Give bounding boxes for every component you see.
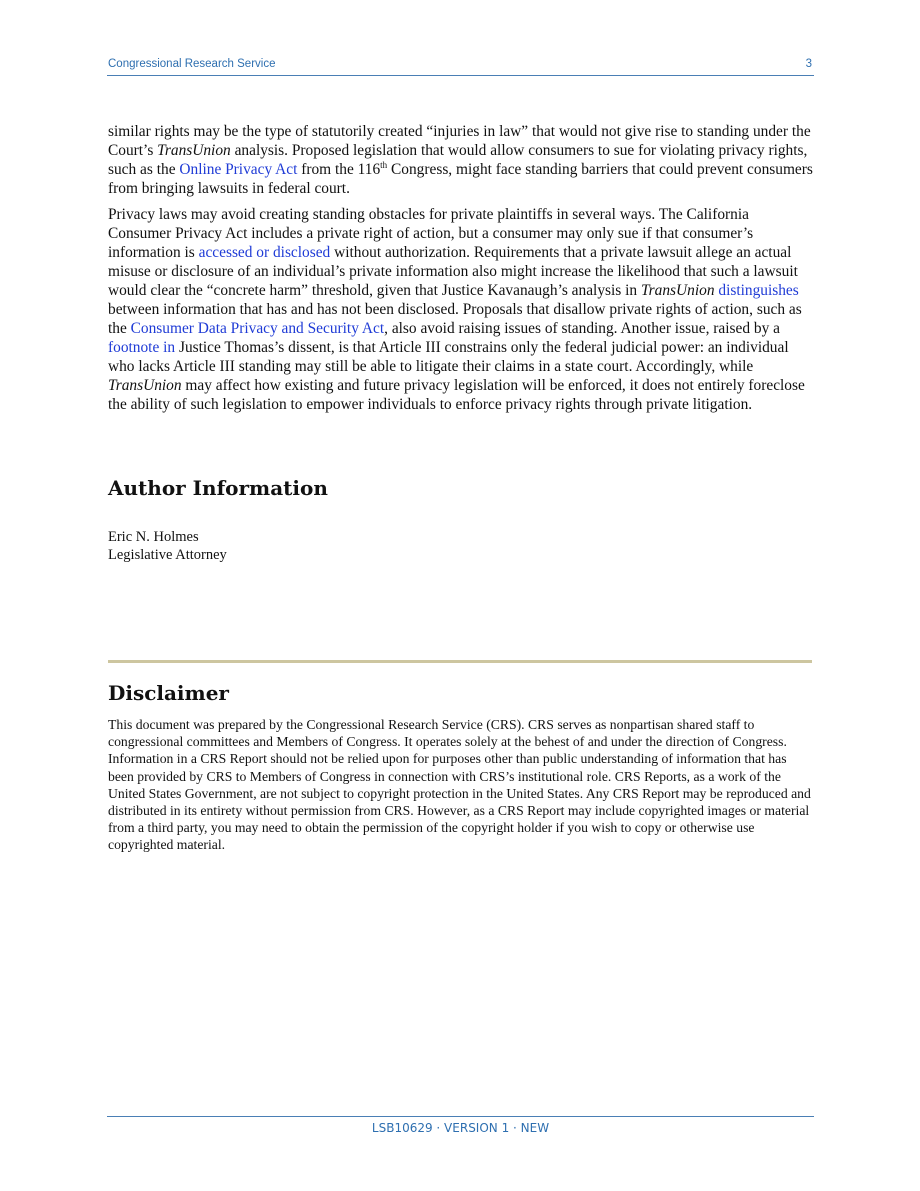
text-run: from the 116 — [297, 161, 381, 178]
paragraph-2 — [108, 205, 814, 414]
text-run: between information that has and has not been disclosed. Proposals that disallow private rights of action, such as the — [108, 301, 802, 337]
author-name: Eric N. Holmes — [108, 529, 199, 545]
link-distinguishes[interactable]: distinguishes — [718, 282, 799, 299]
disclaimer-heading: Disclaimer — [108, 681, 229, 705]
text-run: without authorization. Requirements that a private lawsuit allege an actual misuse or disclosure of an individual’s private information also might increase the likelihood that such a lawsuit would clear the “concrete harm” threshold, given that Justice Kavanaugh’s analysis in — [108, 244, 798, 299]
author-block — [108, 528, 227, 564]
link-online-privacy-act[interactable]: Online Privacy Act — [179, 161, 298, 178]
author-title: Legislative Attorney — [108, 547, 227, 563]
section-divider — [108, 660, 812, 663]
page-footer: LSB10629 · VERSION 1 · NEW — [371, 1121, 550, 1135]
page-number: 3 — [805, 58, 812, 70]
text-run: Privacy laws may avoid creating standing obstacles for private plaintiffs in several ways. The California Consumer Privacy Act includes a private right of action, but a consumer may only sue if that consumer’s information is — [108, 206, 754, 261]
link-accessed-or-disclosed[interactable]: accessed or disclosed — [198, 244, 331, 261]
italic-case-name: TransUnion — [108, 377, 182, 394]
footer-divider — [107, 1116, 814, 1117]
text-run: , also avoid raising issues of standing. Another issue, raised by a — [384, 320, 780, 337]
text-run: Justice Thomas’s dissent, is that Article III constrains only the federal judicial power: an individual who lacks Article III standing may still be able to litigate their claims in a state court. Accordingly, while — [108, 339, 789, 375]
body-text — [108, 122, 814, 421]
text-run: analysis. Proposed legislation that would allow consumers to sue for violating privacy rights, such as the — [108, 142, 808, 178]
superscript-th: th — [380, 159, 388, 170]
disclaimer-text: This document was prepared by the Congressional Research Service (CRS). CRS serves as nonpartisan shared staff to congressional committees and Members of Congress. It operates solely at the behest of and under the direction of Congress. Information in a CRS Report should not be relied upon for purposes other than public understanding of information that has been provided by CRS to Members of Congress in connection with CRS’s institutional role. CRS Reports, as a work of the United States Government, are not subject to copyright protection in the United States. Any CRS Report may be reproduced and distributed in its entirety without permission from CRS. However, as a CRS Report may include copyrighted images or material from a third party, you may need to obtain the permission of the copyright holder if you wish to copy or otherwise use copyrighted material. — [108, 717, 811, 853]
paragraph-1 — [108, 122, 814, 198]
text-run: similar rights may be the type of statutorily created “injuries in law” that would not give rise to standing under the Court’s — [108, 123, 811, 159]
author-information-heading: Author Information — [108, 476, 328, 500]
text-run: may affect how existing and future privacy legislation will be enforced, it does not entirely foreclose the ability of such legislation to empower individuals to enforce privacy rights through private litigation. — [108, 377, 805, 413]
italic-case-name: TransUnion — [640, 282, 715, 299]
page-header — [107, 58, 814, 76]
italic-case-name: TransUnion — [157, 142, 231, 159]
link-footnote[interactable]: footnote in — [108, 339, 176, 356]
text-run: Congress, might face standing barriers that could prevent consumers from bringing lawsuits in federal court. — [108, 161, 813, 197]
header-organization: Congressional Research Service — [108, 58, 276, 70]
link-consumer-data-privacy-act[interactable]: Consumer Data Privacy and Security Act — [130, 320, 385, 337]
